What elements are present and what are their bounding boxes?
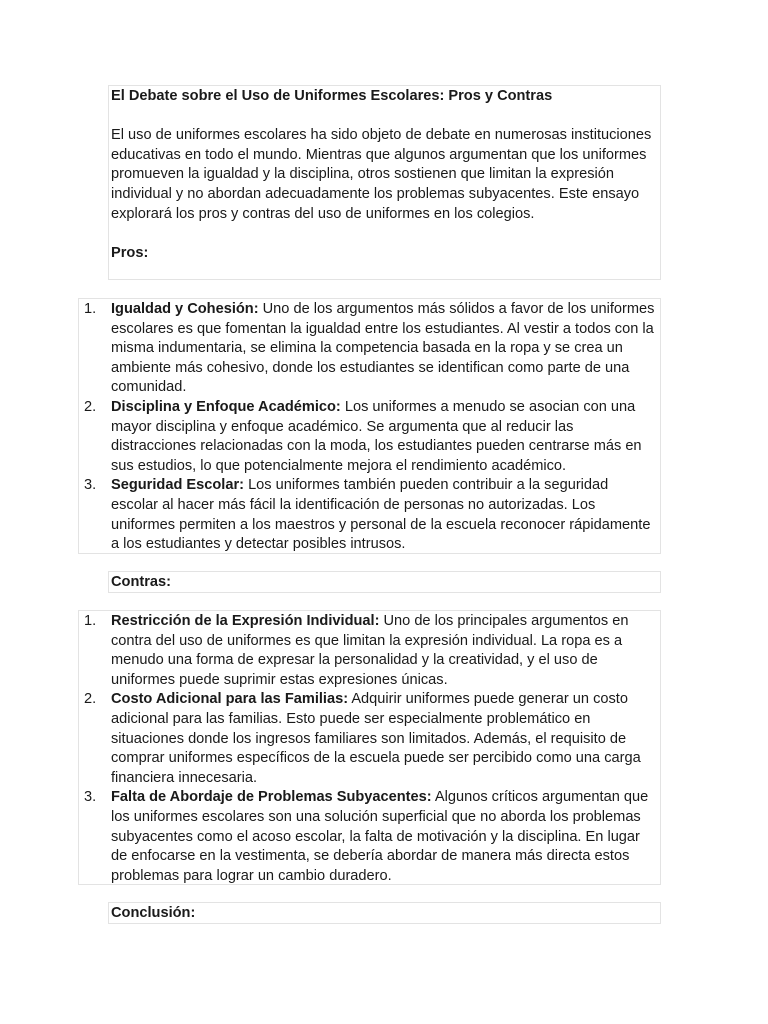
list-item	[79, 690, 660, 788]
list-number: 1.	[84, 301, 97, 317]
list-item	[79, 476, 660, 554]
conclusion-heading-block	[108, 902, 661, 924]
conclusion-heading: Conclusión:	[111, 905, 196, 921]
list-number: 2.	[84, 398, 97, 415]
list-number: 1.	[84, 613, 97, 629]
list-item-text: Adquirir uniformes puede generar un costo adicional para las familias. Esto puede ser especialmente problemático en situaciones donde los ingresos familiares son limitados. Además, el requisito de comprar uniformes específicos de la escuela puede ser percibido como una carga financiera innecesaria.	[111, 691, 641, 786]
intro-paragraph: El uso de uniformes escolares ha sido objeto de debate en numerosas instituciones educativas en todo el mundo. Mientras que algunos argumentan que los uniformes promueven la igualdad y la disciplina, otros sostienen que limitan la expresión individual y no abordan adecuadamente los problemas subyacentes. Este ensayo explorará los pros y contras del uso de uniformes en los colegios.	[111, 127, 652, 222]
contras-list-block	[78, 610, 661, 885]
list-number: 2.	[84, 691, 97, 708]
contras-list	[79, 612, 660, 886]
list-number: 3.	[84, 477, 97, 494]
list-item-text: Algunos críticos argumentan que los uniformes escolares son una solución superficial que no aborda los problemas subyacentes como el acoso escolar, la falta de motivación y la disciplina. En lugar de enfocarse en la vestimenta, se debería abordar de manera más directa estos problemas para lograr un cambio duradero.	[111, 789, 649, 884]
contras-heading: Contras:	[111, 574, 171, 590]
document-title: El Debate sobre el Uso de Uniformes Escolares: Pros y Contras	[111, 88, 553, 104]
intro-block	[108, 85, 661, 280]
list-item-text: Los uniformes también pueden contribuir a la seguridad escolar al hacer más fácil la identificación de personas no autorizadas. Los uniformes permiten a los maestros y personal de la escuela reconocer rápidamente a los estudiantes y detectar posibles intrusos.	[111, 477, 651, 553]
list-item-text: Los uniformes a menudo se asocian con una mayor disciplina y enfoque académico. Se argumenta que al reducir las distracciones relacionadas con la moda, los estudiantes pueden centrarse más en sus estudios, lo que potencialmente mejora el rendimiento académico.	[111, 398, 642, 474]
list-item-title: Seguridad Escolar:	[111, 477, 245, 494]
list-item-text: Uno de los argumentos más sólidos a favor de los uniformes escolares es que fomentan la igualdad entre los estudiantes. Al vestir a todos con la misma indumentaria, se elimina la competencia basada en la ropa y se crea un ambiente más cohesivo, donde los estudiantes se identifican como parte de una comunidad.	[111, 301, 655, 396]
contras-heading-block	[108, 571, 661, 593]
list-item	[79, 788, 660, 886]
list-item-title: Disciplina y Enfoque Académico:	[111, 398, 341, 415]
list-item	[79, 398, 660, 476]
pros-list	[79, 300, 660, 555]
list-item-title: Falta de Abordaje de Problemas Subyacentes:	[111, 789, 432, 806]
list-item-title: Restricción de la Expresión Individual:	[111, 613, 380, 629]
pros-heading: Pros:	[111, 244, 149, 261]
list-item-text: Uno de los principales argumentos en contra del uso de uniformes es que limitan la expresión individual. La ropa es a menudo una forma de expresar la personalidad y la creatividad, y el uso de uniformes puede suprimir estas expresiones únicas.	[111, 613, 629, 688]
pros-list-block	[78, 298, 661, 554]
list-number: 3.	[84, 789, 97, 806]
list-item-title: Costo Adicional para las Familias:	[111, 691, 349, 708]
list-item	[79, 612, 660, 690]
list-item	[79, 300, 660, 398]
list-item-title: Igualdad y Cohesión:	[111, 301, 259, 317]
